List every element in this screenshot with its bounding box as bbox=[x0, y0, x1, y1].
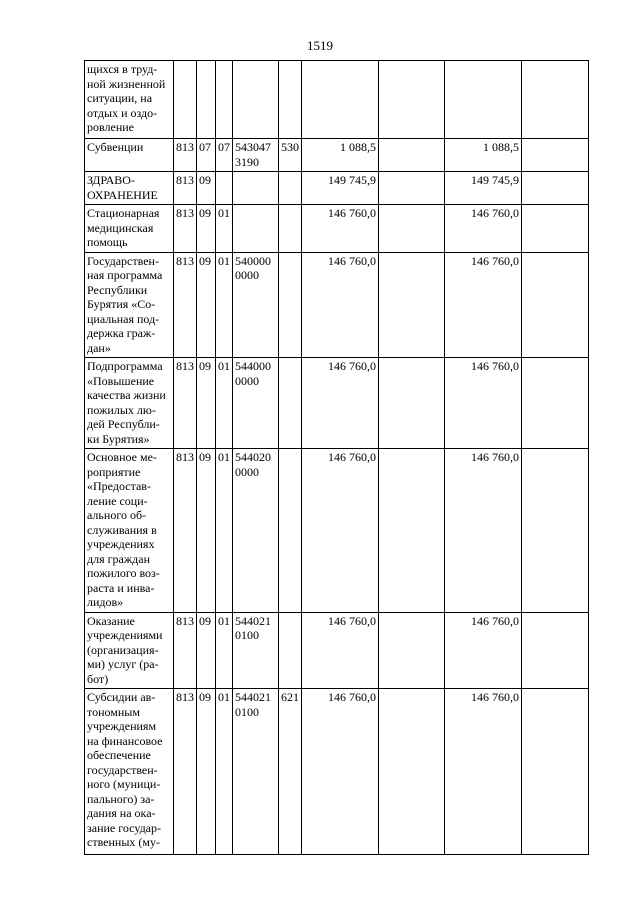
cell-section bbox=[197, 61, 216, 139]
table-row bbox=[85, 205, 589, 253]
cell-amount-1 bbox=[302, 61, 379, 139]
table-row bbox=[85, 612, 589, 689]
table-row bbox=[85, 358, 589, 449]
cell-ved-code: 813 bbox=[174, 358, 197, 449]
cell-amount-4 bbox=[522, 172, 589, 205]
cell-section: 09 bbox=[197, 172, 216, 205]
cell-amount-4 bbox=[522, 61, 589, 139]
cell-expense-type bbox=[279, 205, 302, 253]
cell-expense-type bbox=[279, 252, 302, 358]
cell-amount-2 bbox=[379, 449, 445, 613]
cell-amount-2 bbox=[379, 61, 445, 139]
cell-amount-3: 146 760,0 bbox=[445, 449, 522, 613]
cell-amount-4 bbox=[522, 139, 589, 172]
cell-ved-code: 813 bbox=[174, 172, 197, 205]
cell-amount-3: 146 760,0 bbox=[445, 205, 522, 253]
cell-ved-code: 813 bbox=[174, 612, 197, 689]
cell-name: Основное ме- роприятие «Предостав- ление соци- ального об- служивания в учреждениях для граждан пожилого воз- раста и инва- лидов» bbox=[85, 449, 174, 613]
cell-amount-2 bbox=[379, 139, 445, 172]
cell-section: 09 bbox=[197, 205, 216, 253]
cell-name: Субвенции bbox=[85, 139, 174, 172]
cell-target-article: 540000 0000 bbox=[233, 252, 279, 358]
cell-amount-2 bbox=[379, 205, 445, 253]
cell-expense-type bbox=[279, 612, 302, 689]
cell-subsection: 01 bbox=[216, 689, 233, 855]
cell-amount-4 bbox=[522, 612, 589, 689]
cell-amount-4 bbox=[522, 449, 589, 613]
cell-subsection: 01 bbox=[216, 358, 233, 449]
cell-section: 09 bbox=[197, 252, 216, 358]
cell-expense-type bbox=[279, 358, 302, 449]
table-row bbox=[85, 689, 589, 855]
cell-amount-3: 146 760,0 bbox=[445, 612, 522, 689]
cell-target-article: 544021 0100 bbox=[233, 612, 279, 689]
cell-target-article bbox=[233, 61, 279, 139]
table-row bbox=[85, 172, 589, 205]
cell-section: 09 bbox=[197, 612, 216, 689]
cell-amount-1: 146 760,0 bbox=[302, 252, 379, 358]
cell-subsection: 01 bbox=[216, 205, 233, 253]
cell-amount-4 bbox=[522, 358, 589, 449]
cell-amount-2 bbox=[379, 612, 445, 689]
cell-amount-1: 149 745,9 bbox=[302, 172, 379, 205]
cell-name: Субсидии ав- тономным учреждениям на финансовое обеспечение государствен- ного (муници- пального) за- дания на ока- зание государ- ственных (му- bbox=[85, 689, 174, 855]
cell-subsection bbox=[216, 61, 233, 139]
cell-target-article bbox=[233, 205, 279, 253]
cell-ved-code: 813 bbox=[174, 252, 197, 358]
cell-name: ЗДРАВО- ОХРАНЕНИЕ bbox=[85, 172, 174, 205]
cell-amount-2 bbox=[379, 252, 445, 358]
cell-ved-code: 813 bbox=[174, 689, 197, 855]
cell-section: 07 bbox=[197, 139, 216, 172]
cell-name: Государствен- ная программа Республики Бурятия «Со- циальная под- держка граж- дан» bbox=[85, 252, 174, 358]
cell-amount-1: 146 760,0 bbox=[302, 205, 379, 253]
cell-amount-3 bbox=[445, 61, 522, 139]
cell-ved-code: 813 bbox=[174, 449, 197, 613]
cell-amount-3: 146 760,0 bbox=[445, 689, 522, 855]
cell-amount-1: 146 760,0 bbox=[302, 612, 379, 689]
cell-expense-type bbox=[279, 172, 302, 205]
cell-amount-1: 146 760,0 bbox=[302, 358, 379, 449]
cell-target-article: 543047 3190 bbox=[233, 139, 279, 172]
cell-ved-code: 813 bbox=[174, 205, 197, 253]
cell-amount-1: 1 088,5 bbox=[302, 139, 379, 172]
budget-table bbox=[84, 60, 589, 855]
cell-expense-type bbox=[279, 61, 302, 139]
cell-target-article: 544021 0100 bbox=[233, 689, 279, 855]
cell-amount-3: 146 760,0 bbox=[445, 252, 522, 358]
cell-amount-3: 1 088,5 bbox=[445, 139, 522, 172]
cell-expense-type: 621 bbox=[279, 689, 302, 855]
cell-section: 09 bbox=[197, 689, 216, 855]
cell-name: Оказание учреждениями (организация- ми) услуг (ра- бот) bbox=[85, 612, 174, 689]
cell-subsection: 01 bbox=[216, 449, 233, 613]
cell-target-article: 544020 0000 bbox=[233, 449, 279, 613]
cell-name: Стационарная медицинская помощь bbox=[85, 205, 174, 253]
cell-amount-3: 149 745,9 bbox=[445, 172, 522, 205]
cell-amount-2 bbox=[379, 172, 445, 205]
cell-amount-4 bbox=[522, 689, 589, 855]
cell-amount-1: 146 760,0 bbox=[302, 449, 379, 613]
table-row bbox=[85, 449, 589, 613]
table-row bbox=[85, 139, 589, 172]
cell-amount-4 bbox=[522, 252, 589, 358]
cell-amount-4 bbox=[522, 205, 589, 253]
cell-target-article: 544000 0000 bbox=[233, 358, 279, 449]
cell-amount-2 bbox=[379, 358, 445, 449]
cell-amount-2 bbox=[379, 689, 445, 855]
cell-ved-code bbox=[174, 61, 197, 139]
cell-amount-1: 146 760,0 bbox=[302, 689, 379, 855]
cell-expense-type bbox=[279, 449, 302, 613]
cell-section: 09 bbox=[197, 449, 216, 613]
table-row bbox=[85, 252, 589, 358]
cell-subsection: 07 bbox=[216, 139, 233, 172]
cell-amount-3: 146 760,0 bbox=[445, 358, 522, 449]
cell-section: 09 bbox=[197, 358, 216, 449]
cell-subsection: 01 bbox=[216, 612, 233, 689]
table-body bbox=[85, 61, 589, 855]
cell-expense-type: 530 bbox=[279, 139, 302, 172]
cell-subsection: 01 bbox=[216, 252, 233, 358]
cell-subsection bbox=[216, 172, 233, 205]
cell-name: Подпрограмма «Повышение качества жизни пожилых лю- дей Республи- ки Бурятия» bbox=[85, 358, 174, 449]
page-number: 1519 bbox=[307, 38, 333, 53]
cell-target-article bbox=[233, 172, 279, 205]
cell-ved-code: 813 bbox=[174, 139, 197, 172]
cell-name: щихся в труд- ной жизненной ситуации, на отдых и оздо- ровление bbox=[85, 61, 174, 139]
table-row bbox=[85, 61, 589, 139]
